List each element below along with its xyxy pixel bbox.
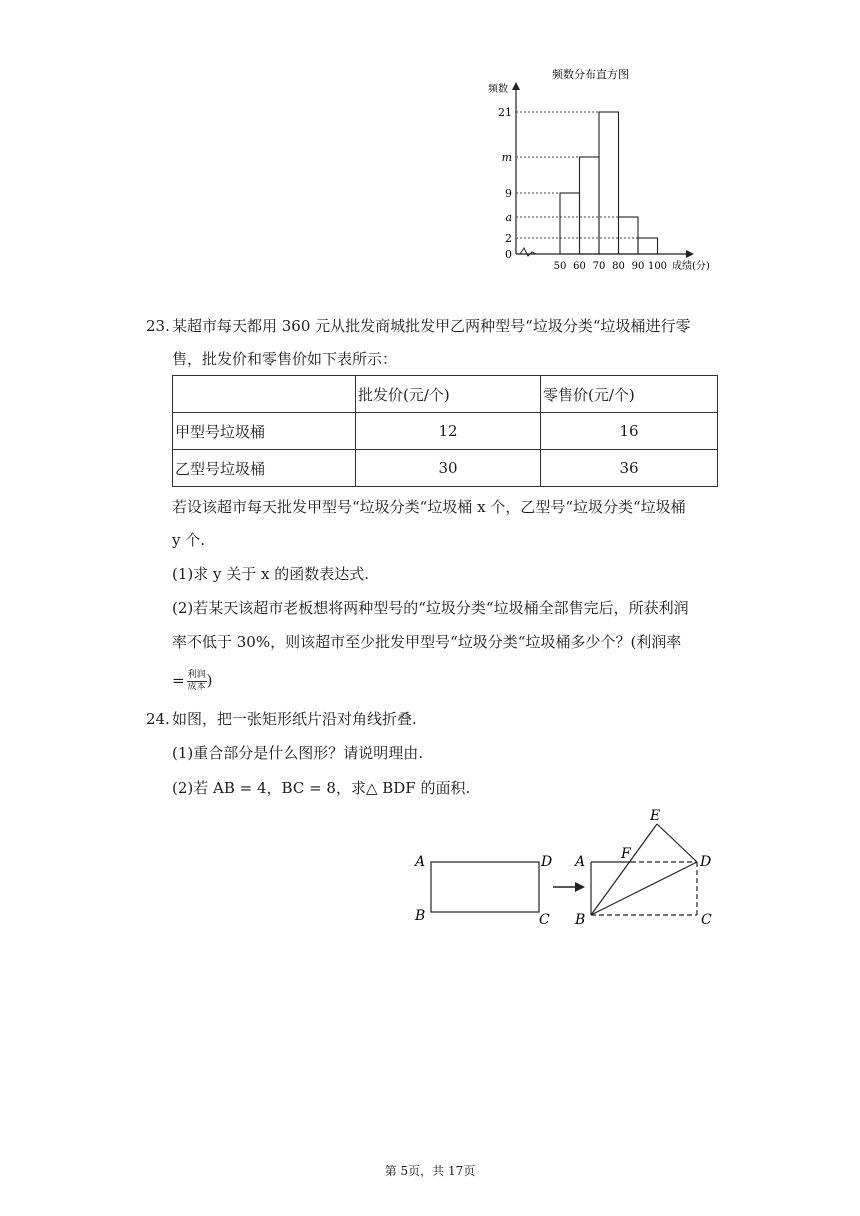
label-a2: A: [575, 854, 586, 870]
y-tick-label: a: [505, 211, 512, 224]
segment-bd: [591, 862, 697, 915]
transform-arrow-head: [575, 882, 585, 892]
q24-line1: 如图，把一张矩形纸片沿对角线折叠.: [172, 710, 417, 728]
table-cell: 36: [541, 450, 718, 487]
y-tick-label: m: [501, 151, 512, 164]
histogram-xlabel: 成绩(分): [672, 261, 710, 272]
histogram-bar: [638, 238, 658, 254]
formula-close-paren: ): [206, 671, 213, 690]
label-e: E: [650, 808, 661, 824]
histogram-bar: [580, 157, 600, 254]
frequency-histogram: [476, 62, 726, 277]
histogram-bars: [560, 112, 658, 254]
page-footer: 第 5页，共 17页: [384, 1164, 476, 1178]
q24-part1: (1)重合部分是什么图形？请说明理由.: [172, 744, 424, 762]
x-tick-label: 50: [553, 261, 567, 272]
q23-line2: 售，批发价和零售价如下表所示：: [172, 350, 398, 368]
rectangle-abcd: [431, 862, 539, 912]
q23-line1: 某超市每天都用 360 元从批发商城批发甲乙两种型号“垃圾分类“垃圾桶进行零: [172, 317, 691, 335]
table-header-cell: 批发价(元/个): [356, 376, 541, 413]
fraction-denominator: 成本: [187, 682, 206, 692]
x-tick-label: 80: [612, 261, 625, 272]
y-axis-arrow: [512, 82, 520, 90]
x-tick-labels: [554, 261, 667, 272]
x-tick-label: 100: [647, 261, 668, 272]
label-d: D: [541, 854, 553, 870]
label-c2: C: [701, 912, 712, 928]
segment-ed: [657, 824, 697, 862]
label-f: F: [621, 846, 631, 862]
histogram-ylabel: 频数: [488, 84, 508, 95]
price-table: [172, 375, 718, 487]
table-row: [173, 413, 718, 450]
table-cell: 甲型号垃圾桶: [173, 413, 356, 450]
x-tick-label: 90: [631, 261, 645, 272]
histogram-bar: [560, 193, 580, 254]
label-d2: D: [700, 854, 712, 870]
fold-diagram: [405, 800, 725, 935]
table-row: [173, 450, 718, 487]
q23-line4: y 个.: [172, 531, 206, 549]
q23-part2-line2: 率不低于 30%，则该超市至少批发甲型号“垃圾分类“垃圾桶多少个？(利润率: [172, 633, 682, 651]
table-header-row: [173, 376, 718, 413]
table-cell: 30: [356, 450, 541, 487]
histogram-title: 频数分布直方图: [552, 68, 629, 81]
fraction-numerator: 利润: [187, 670, 206, 680]
q24-part2: (2)若 AB = 4，BC = 8，求△ BDF 的面积.: [172, 779, 471, 797]
x-axis-arrow: [686, 250, 694, 258]
q23-part2-line1: (2)若某天该超市老板想将两种型号的“垃圾分类“垃圾桶全部售完后，所获利润: [172, 599, 689, 617]
q23-line3: 若设该超市每天批发甲型号“垃圾分类“垃圾桶 x 个，乙型号“垃圾分类“垃圾桶: [172, 498, 686, 516]
table-header-cell: 零售价(元/个): [541, 376, 718, 413]
segment-be: [591, 824, 657, 915]
y-tick-label: 0: [505, 248, 512, 261]
y-tick-label: 21: [498, 106, 512, 119]
question-24-number: 24.: [146, 710, 170, 728]
profit-rate-formula: [172, 670, 212, 693]
label-b2: B: [575, 912, 586, 928]
x-tick-label: 70: [592, 261, 606, 272]
table-cell: 12: [356, 413, 541, 450]
y-tick-label: 2: [505, 232, 512, 245]
formula-equals: =: [172, 671, 185, 690]
q23-part1: (1)求 y 关于 x 的函数表达式.: [172, 565, 370, 583]
histogram-bar: [619, 217, 639, 254]
dashed-guides: [516, 112, 638, 238]
axis-break-mark: [520, 248, 536, 256]
table-cell: 乙型号垃圾桶: [173, 450, 356, 487]
table-cell: 16: [541, 413, 718, 450]
profit-fraction: [187, 670, 207, 693]
label-b: B: [415, 908, 426, 924]
label-a: A: [415, 854, 426, 870]
y-tick-labels: [498, 106, 512, 261]
x-tick-label: 60: [573, 261, 586, 272]
question-23-number: 23.: [146, 317, 170, 335]
y-tick-label: 9: [505, 187, 512, 200]
table-header-cell: [173, 376, 356, 413]
label-c: C: [539, 912, 550, 928]
histogram-bar: [599, 112, 619, 254]
